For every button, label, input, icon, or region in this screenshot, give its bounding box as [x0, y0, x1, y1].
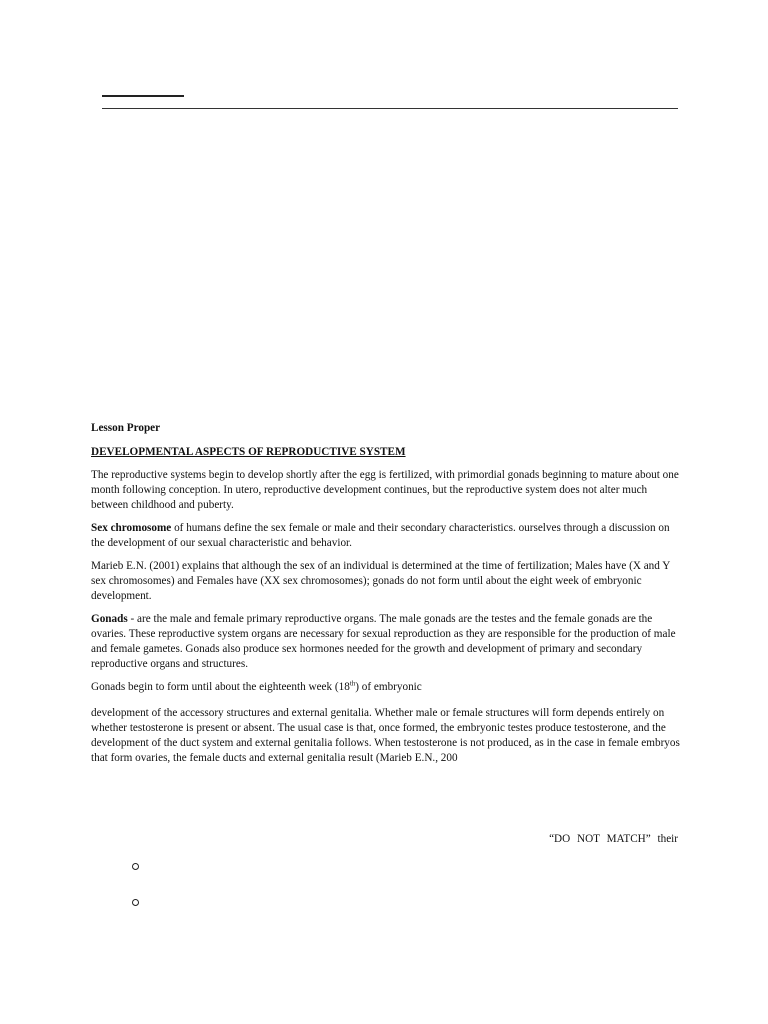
header-rule — [102, 108, 678, 109]
gonads-form-text-end: ) of embryonic — [355, 681, 422, 693]
bullet-circle-icon — [132, 899, 140, 907]
ordinal-superscript: th — [349, 679, 356, 688]
paragraph-development: development of the accessory structures and external genitalia. Whether male or female structures will form depends entirely on whether testosterone is present or absent. The usual case is that, once formed, the embryonic testes produce testosterone, and the development of the duct system and external genitalia follows. When testosterone is not produced, as in the case in female embryos that form ovaries, the female ducts and external genitalia result (Marieb E.N., 200 — [91, 707, 680, 764]
term-sex-chromosome: Sex chromosome — [91, 522, 172, 534]
paragraph-marieb: Marieb E.N. (2001) explains that although the sex of an individual is determined at the time of fertilization; Males have (X and Y sex chromosomes) and Females have (XX sex chromosomes); gonads do not form until about the eight week of embryonic development. — [91, 560, 670, 602]
term-gonads: Gonads — [91, 613, 128, 625]
gonads-form-text: Gonads begin to form until about the eighteenth week (18 — [91, 681, 350, 693]
document-body — [91, 421, 683, 774]
bullet-circle-icon — [132, 863, 140, 871]
paragraph-sex-chromosome-text: of humans define the sex female or male and their secondary characteristics. ourselves through a discussion on the development of our sexual characteristic and behavior. — [91, 522, 670, 549]
paragraph-gonads-text: - are the male and female primary reproductive organs. The male gonads are the testes and the female gonads are the ovaries. These reproductive system organs are necessary for sexual reproduction as they are responsible for the production of male and female gametes. Gonads also produce sex hormones needed for the growth and development of primary and secondary reproductive organs and structures. — [91, 613, 676, 670]
paragraph-sex-chromosome — [91, 521, 683, 551]
header-short-rule — [102, 95, 184, 97]
paragraph-gonads — [91, 612, 683, 672]
section-title: DEVELOPMENTAL ASPECTS OF REPRODUCTIVE SYSTEM — [91, 446, 406, 458]
paragraph-intro: The reproductive systems begin to develop shortly after the egg is fertilized, with primordial gonads beginning to mature about one month following conception. In utero, reproductive development continues, but the reproductive system does not alter much between childhood and puberty. — [91, 469, 679, 511]
do-not-match-text: “DO NOT MATCH” their — [549, 833, 678, 845]
section-label: Lesson Proper — [91, 422, 161, 434]
paragraph-gonads-form — [91, 680, 683, 695]
